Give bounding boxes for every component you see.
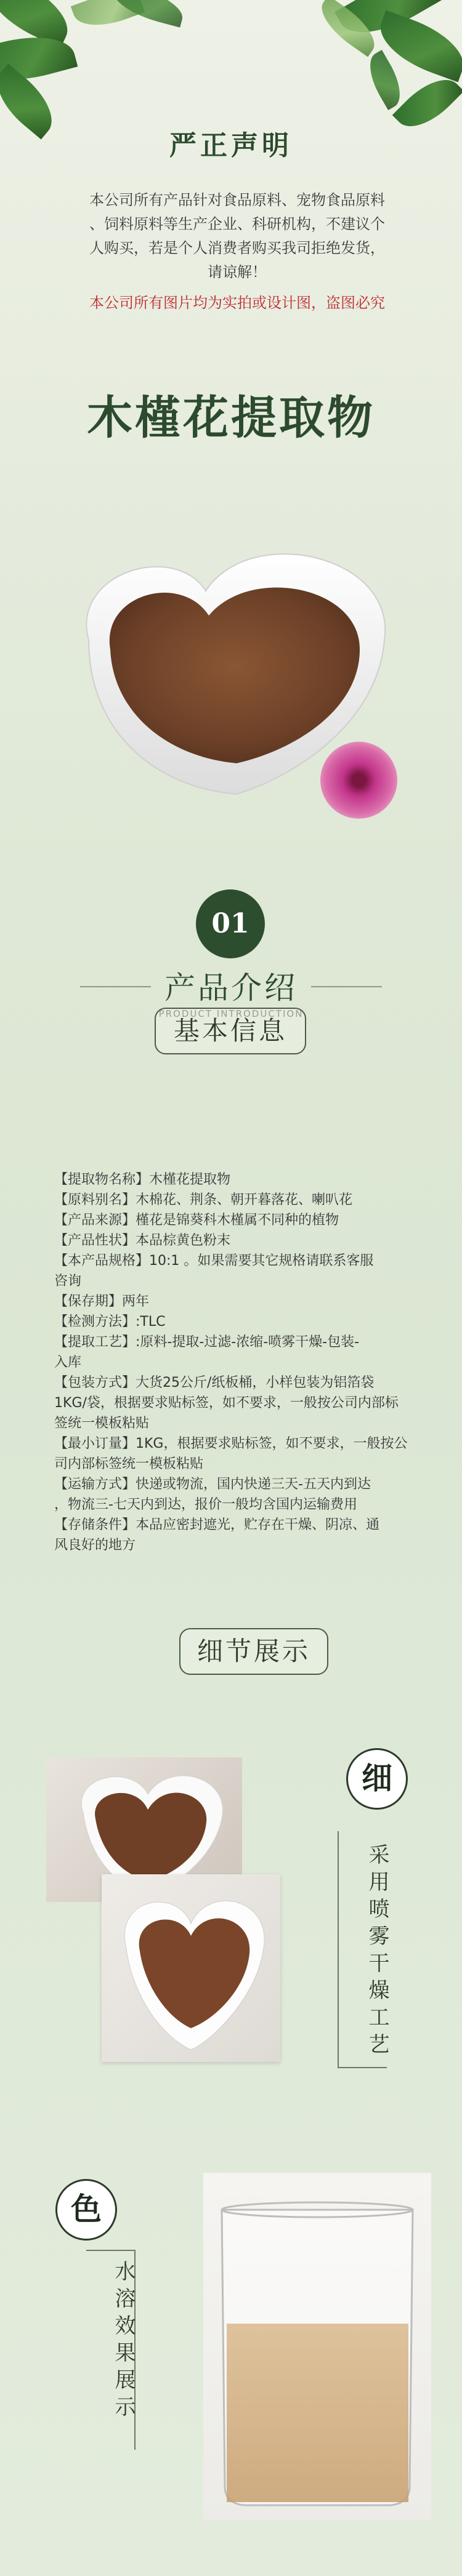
- color-char-badge: 色: [55, 2179, 117, 2241]
- info-line: 【提取物名称】木槿花提取物: [54, 1172, 231, 1187]
- info-line: 【原料别名】木棉花、荆条、朝开暮落花、喇叭花: [54, 1192, 353, 1208]
- section-subtitle: PRODUCT INTRODUCTION: [158, 1008, 304, 1019]
- beaker-photo: [203, 2173, 431, 2521]
- color-caption-solubility: 水溶效果展示: [111, 2260, 136, 2423]
- info-line: 风良好的地方: [54, 1538, 136, 1553]
- info-line: 入库: [54, 1355, 82, 1370]
- info-line: 【最小订量】1KG，根据要求贴标签，如不要求，一般按公: [54, 1436, 408, 1451]
- info-line: 【包装方式】大货25公斤/纸板桶，小样包装为铝箔袋: [54, 1375, 375, 1390]
- info-line: 【本产品规格】10:1 。如果需要其它规格请联系客服: [54, 1253, 374, 1269]
- info-line: 1KG/袋，根据要求贴标签，如不要求，一般按公司内部标: [54, 1395, 399, 1411]
- detail-photo-bowl-2: [102, 1874, 280, 2062]
- product-title: 木槿花提取物: [87, 391, 375, 444]
- info-line: 【提取工艺】:原料-提取-过滤-浓缩-喷雾干燥-包装-: [54, 1334, 360, 1350]
- info-line: 司内部标签统一模板粘贴: [54, 1456, 204, 1472]
- info-line: 【保存期】两年: [54, 1294, 150, 1309]
- detail-caption-process: 采用喷雾干燥工艺: [365, 1844, 389, 2060]
- info-line: ，物流三-七天内到达，报价一般均含国内运输费用: [54, 1497, 357, 1512]
- detail-char-badge: 细: [346, 1748, 408, 1810]
- info-line: 签统一模板粘贴: [54, 1416, 150, 1431]
- declaration-text: 本公司所有产品针对食品原料、宠物食品原料 、饲料原料等生产企业、科研机构，不建议个 人购买，若是个人消费者购买我司拒绝发货， 请谅解！: [89, 191, 385, 281]
- info-line: 【产品来源】槿花是锦葵科木槿属不同种的植物: [54, 1213, 339, 1228]
- declaration-title: 严正声明: [169, 130, 293, 161]
- info-line: 咨询: [54, 1274, 82, 1289]
- detail-label: 细节展示: [179, 1628, 328, 1675]
- declaration-warning: 本公司所有图片均为实拍或设计图，盗图必究: [89, 294, 385, 311]
- hibiscus-flower-image: [320, 742, 397, 819]
- info-line: 【存储条件】本品应密封遮光，贮存在干燥、阴凉、通: [54, 1517, 380, 1533]
- info-line: 【运输方式】快递或物流，国内快递三天-五天内到达: [54, 1477, 371, 1492]
- info-line: 【产品性状】本品棕黄色粉末: [54, 1233, 231, 1248]
- section-number-badge: 01: [196, 889, 265, 958]
- basic-info-label: 基本信息: [155, 1008, 306, 1054]
- section-title: 产品介绍: [164, 970, 298, 1006]
- product-info-list: [54, 1170, 424, 1555]
- info-line: 【检测方法】:TLC: [54, 1314, 166, 1330]
